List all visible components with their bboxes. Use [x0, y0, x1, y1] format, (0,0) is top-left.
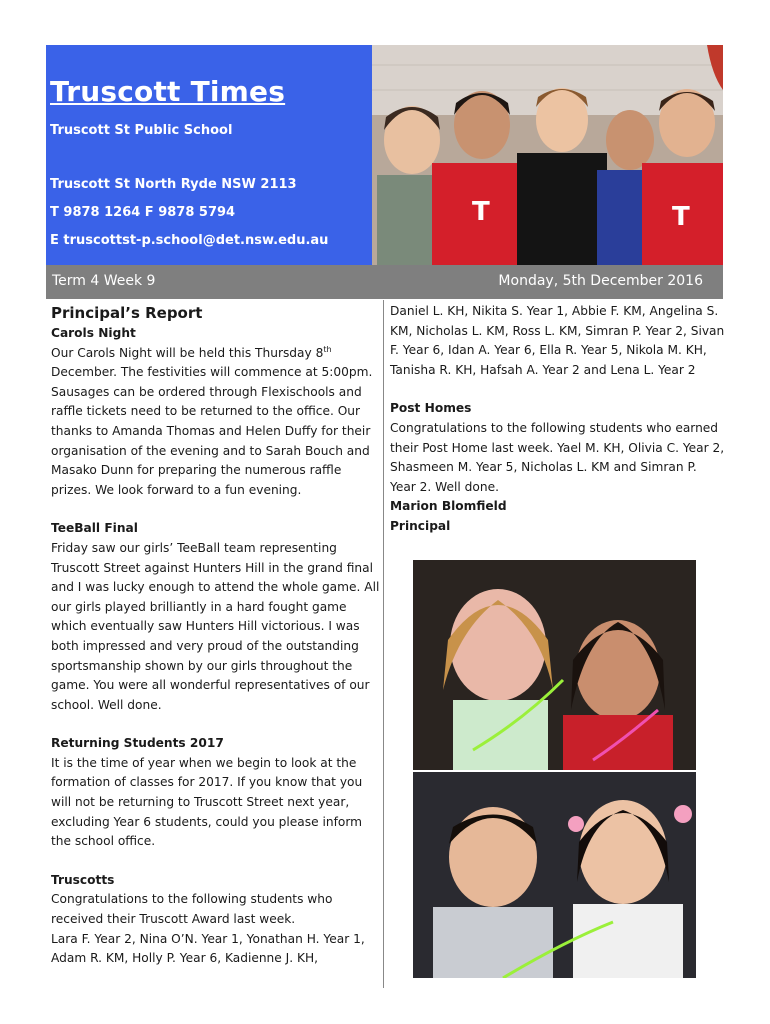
school-address: Truscott St North Ryde NSW 2113	[50, 177, 297, 192]
svg-text:T: T	[672, 202, 690, 232]
school-phone: T 9878 1264 F 9878 5794	[50, 205, 236, 220]
carols-body	[51, 344, 384, 501]
post-homes-body: Congratulations to the following students who earned their Post Home last week. Yael M. KH, Olivia C. Year 2, Shasmeen M. Year 5, Nicholas L. KM and Simran P. Year 2. Well done.	[390, 420, 725, 494]
term-week: Term 4 Week 9	[52, 273, 156, 289]
left-column	[51, 302, 384, 969]
returning-body: It is the time of year when we begin to look at the formation of classes for 2017. If you know that you will not be returning to Truscott Street next year, excluding Year 6 students, could you please inform the school office.	[51, 755, 363, 849]
teeball-heading: TeeBall Final	[51, 521, 138, 536]
photo-children	[413, 772, 696, 978]
right-column	[390, 302, 725, 537]
photo-girls	[413, 560, 696, 770]
header-photo-boys	[372, 45, 723, 265]
carols-body-sup: th	[323, 344, 332, 354]
school-email: E truscottst-p.school@det.nsw.edu.au	[50, 233, 329, 248]
newsletter-title: Truscott Times	[50, 75, 286, 108]
carols-body-a: Our Carols Night will be held this Thursday 8	[51, 345, 324, 360]
masthead	[46, 45, 372, 265]
truscotts-names-cont: Daniel L. KH, Nikita S. Year 1, Abbie F. KM, Angelina S. KM, Nicholas L. KM, Ross L. KM, Simran P. Year 2, Sivan F. Year 6, Idan A. Year 6, Ella R. Year 5, Nikola M. KH, Tanisha R. KH, Hafsah A. Year 2 and Lena L. Year 2	[390, 304, 725, 377]
principal-report-heading: Principal’s Report	[51, 304, 203, 322]
svg-text:T: T	[472, 197, 490, 227]
truscotts-body: Congratulations to the following students who received their Truscott Award last week.	[51, 892, 333, 927]
carols-heading: Carols Night	[51, 326, 136, 340]
returning-heading: Returning Students 2017	[51, 736, 224, 751]
teeball-body: Friday saw our girls’ TeeBall team representing Truscott Street against Hunters Hill in the grand final and I was lucky enough to attend the whole game. All our girls played brilliantly in a hard fought game which eventually saw Hunters Hill victorious. I was both impressed and very proud of the outstanding sportsmanship shown by our girls throughout the game. You were all wonderful representatives of our school. Well done.	[51, 540, 380, 712]
signature-name: Marion Blomfield	[390, 499, 507, 514]
carols-body-b: December. The festivities will commence at 5:00pm. Sausages can be ordered through Flexischools and raffle tickets need to be returned to the office. Our thanks to Amanda Thomas and Helen Duffy for their organisation of the evening and to Sarah Bouch and Masako Dunn for preparing the numerous raffle prizes. We look forward to a fun evening.	[51, 365, 373, 497]
truscotts-names: Lara F. Year 2, Nina O’N. Year 1, Yonathan H. Year 1, Adam R. KM, Holly P. Year 6, Kadienne J. KH,	[51, 931, 365, 966]
issue-date: Monday, 5th December 2016	[498, 273, 703, 289]
issue-bar	[46, 265, 723, 299]
post-homes-heading: Post Homes	[390, 401, 472, 416]
truscotts-heading: Truscotts	[51, 872, 115, 887]
school-name: Truscott St Public School	[50, 123, 233, 138]
signature-title: Principal	[390, 518, 451, 533]
